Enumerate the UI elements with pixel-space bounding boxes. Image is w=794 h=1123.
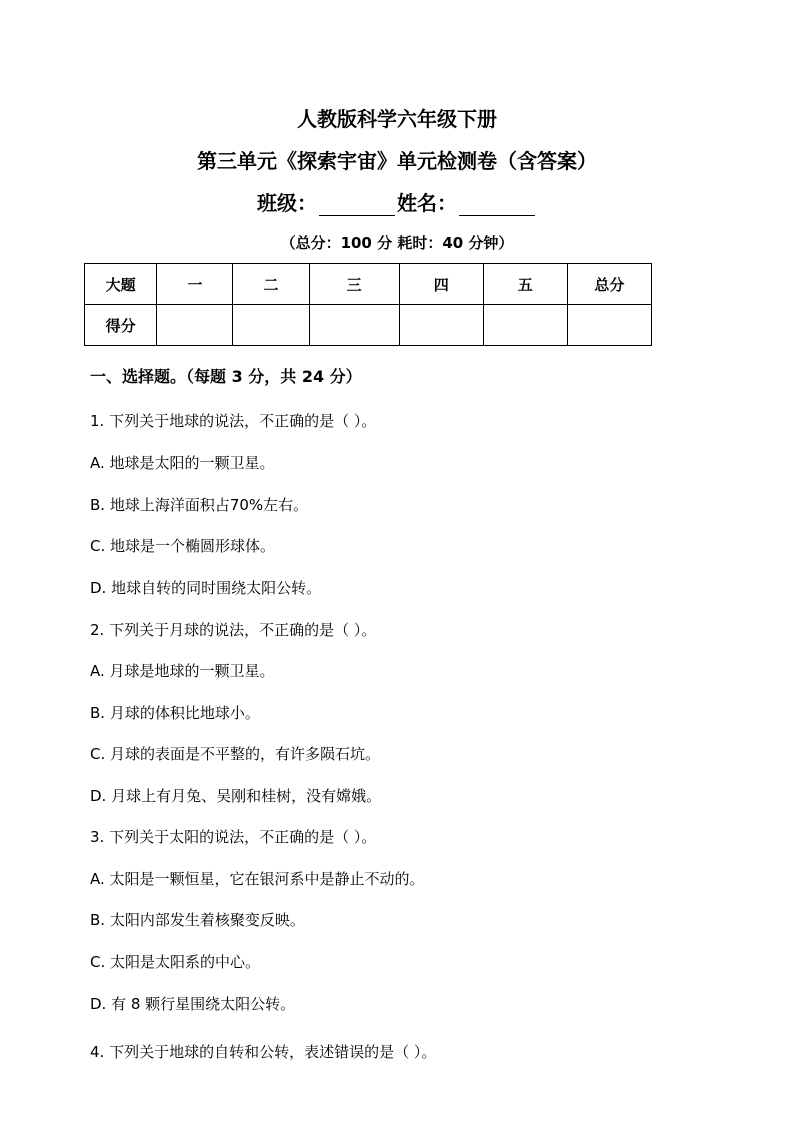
- score-header-cell: 五: [483, 264, 567, 305]
- score-header-cell: 四: [399, 264, 483, 305]
- question-option: D. 有 8 颗行星围绕太阳公转。: [90, 995, 296, 1013]
- question-option: C. 地球是一个椭圆形球体。: [90, 537, 276, 555]
- question-stem: 3. 下列关于太阳的说法，不正确的是（ ）。: [90, 828, 377, 846]
- score-cell[interactable]: [567, 305, 651, 346]
- doc-subtitle: 第三单元《探索宇宙》单元检测卷（含答案）: [197, 149, 597, 173]
- score-row-label: 得分: [85, 305, 157, 346]
- score-cell[interactable]: [483, 305, 567, 346]
- score-header-cell: 三: [309, 264, 399, 305]
- score-table-score-row: [85, 305, 652, 346]
- class-blank[interactable]: [319, 195, 395, 216]
- question-stem: 4. 下列关于地球的自转和公转，表述错误的是（ ）。: [90, 1043, 437, 1061]
- name-blank[interactable]: [459, 195, 535, 216]
- question-option: B. 地球上海洋面积占70%左右。: [90, 496, 309, 514]
- question-option: C. 月球的表面是不平整的，有许多陨石坑。: [90, 745, 381, 763]
- doc-title: 人教版科学六年级下册: [297, 107, 497, 131]
- question-option: D. 月球上有月兔、吴刚和桂树，没有嫦娥。: [90, 787, 382, 805]
- question-option: D. 地球自转的同时围绕太阳公转。: [90, 579, 322, 597]
- question-option: C. 太阳是太阳系的中心。: [90, 953, 261, 971]
- score-header-cell: 二: [233, 264, 309, 305]
- question-option: B. 太阳内部发生着核聚变反映。: [90, 911, 305, 929]
- question-option: A. 地球是太阳的一颗卫星。: [90, 454, 275, 472]
- score-header-cell: 大题: [85, 264, 157, 305]
- score-cell[interactable]: [399, 305, 483, 346]
- section-heading: 一、选择题。（每题 3 分，共 24 分）: [90, 367, 362, 386]
- question-option: A. 太阳是一颗恒星，它在银河系中是静止不动的。: [90, 870, 425, 888]
- class-name-line: [0, 187, 794, 216]
- score-table-header-row: [85, 264, 652, 305]
- score-cell[interactable]: [233, 305, 309, 346]
- score-cell[interactable]: [309, 305, 399, 346]
- score-header-cell: 总分: [567, 264, 651, 305]
- question-stem: 1. 下列关于地球的说法，不正确的是（ ）。: [90, 412, 377, 430]
- question-option: B. 月球的体积比地球小。: [90, 704, 260, 722]
- question-stem: 2. 下列关于月球的说法，不正确的是（ ）。: [90, 621, 377, 639]
- question-option: A. 月球是地球的一颗卫星。: [90, 662, 275, 680]
- class-label: 班级：: [257, 191, 317, 215]
- score-table: [84, 263, 652, 346]
- score-header-cell: 一: [157, 264, 233, 305]
- score-cell[interactable]: [157, 305, 233, 346]
- exam-meta: （总分：100 分 耗时：40 分钟）: [280, 234, 514, 252]
- name-label: 姓名：: [397, 191, 457, 215]
